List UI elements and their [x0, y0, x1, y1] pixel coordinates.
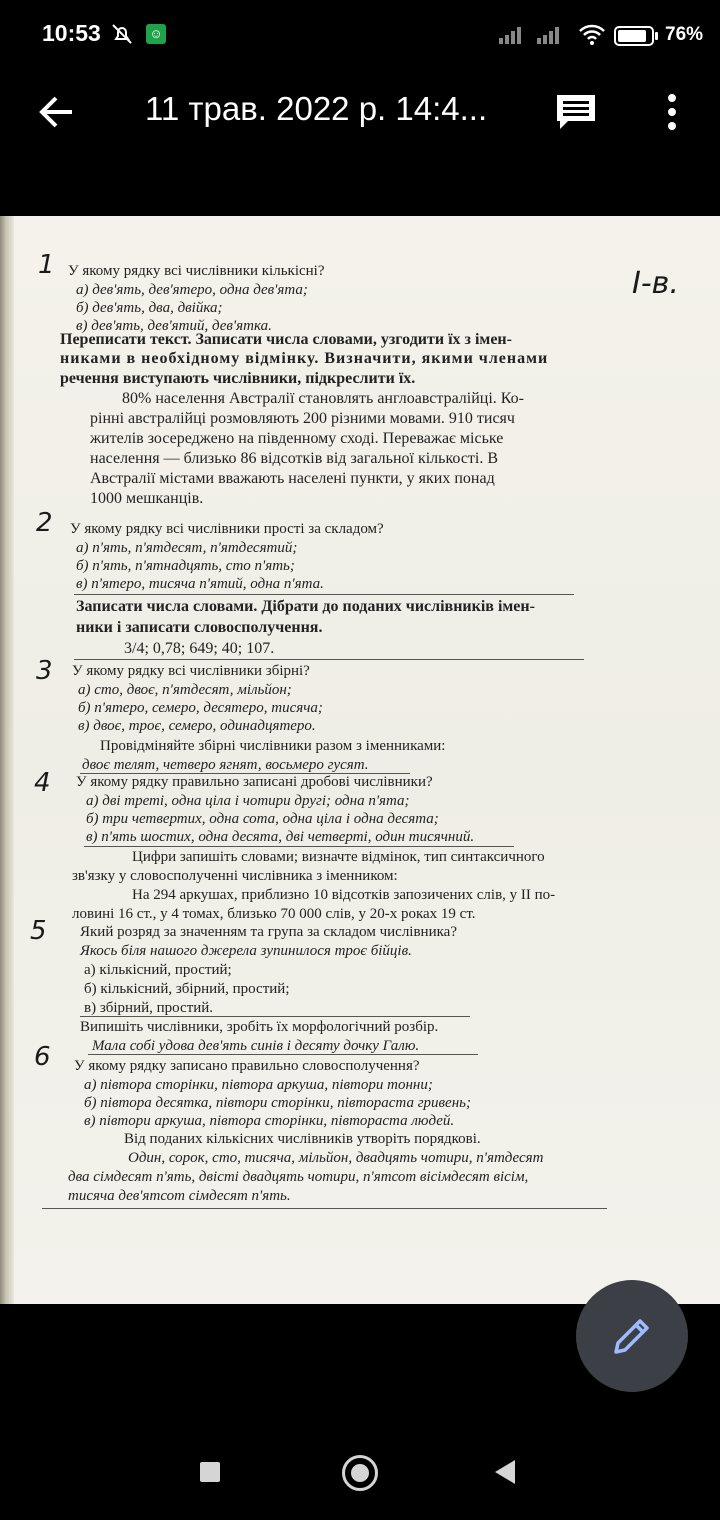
paper-sheet — [14, 216, 720, 1304]
task-4-line-4: ловині 16 ст., у 4 томах, близько 70 000 слів, у 20-х роках 19 ст. — [72, 906, 476, 922]
divider — [84, 846, 514, 847]
system-nav-bar — [0, 1430, 720, 1520]
question-3: У якому рядку всі числівники збірні? — [72, 663, 310, 679]
wifi-icon — [578, 22, 606, 46]
q6-option-b: б) півтора десятка, півтори сторінки, півтораста гривень; — [84, 1095, 471, 1111]
q5-option-c: в) збірний, простий. — [84, 1000, 214, 1016]
task-2-line-2: ники і записати словосполучення. — [76, 619, 323, 636]
divider — [88, 1054, 478, 1055]
q6-option-a: а) півтора сторінки, півтора аркуша, півтори тонни; — [84, 1077, 433, 1093]
question-4: У якому рядку правильно записані дробові числівники? — [76, 774, 433, 790]
edit-button[interactable] — [576, 1280, 688, 1392]
q3-option-a: а) сто, двоє, п'ятдесят, мільйон; — [78, 682, 292, 698]
comment-icon[interactable] — [554, 92, 598, 132]
divider — [74, 594, 574, 595]
q5-option-b: б) кількісний, збірний, простий; — [84, 981, 290, 997]
q3-option-c: в) двоє, троє, семеро, одинадцятеро. — [78, 718, 316, 734]
task-5-line-2: Мала собі удова дев'ять синів і десяту дочку Галю. — [92, 1038, 420, 1054]
task-1-line-3: речення виступають числівники, підкреслити їх. — [60, 370, 416, 387]
text-line-3: жителів зосереджено на південному сході. Переважає міське — [90, 430, 504, 447]
task-4-line-1: Цифри запишіть словами; визначте відмінок, тип синтаксичного — [132, 849, 545, 865]
variant-mark: I-в. — [632, 266, 679, 301]
home-button[interactable] — [342, 1455, 378, 1491]
handwritten-number-5: 5 — [30, 916, 47, 946]
divider — [42, 1208, 607, 1209]
pencil-icon — [608, 1312, 656, 1360]
question-6: У якому рядку записано правильно словосполучення? — [74, 1058, 420, 1074]
handwritten-number-1: 1 — [38, 250, 55, 280]
task-6-line-2: Один, сорок, сто, тисяча, мільйон, двадцять чотири, п'ятдесят — [128, 1150, 544, 1166]
app-notification-icon: ☺ — [146, 24, 166, 44]
handwritten-number-3: 3 — [36, 656, 53, 686]
task-6-line-3: два сімдесят п'ять, двісті двадцять чотири, п'ятсот вісімдесят вісім, — [68, 1169, 529, 1185]
battery-icon — [614, 26, 660, 46]
handwritten-number-6: 6 — [34, 1042, 51, 1072]
q2-option-c: в) п'ятеро, тисяча п'ятий, одна п'ята. — [76, 576, 324, 592]
q1-option-c: в) дев'ять, дев'ятий, дев'ятка. — [76, 318, 272, 334]
recents-button[interactable] — [200, 1462, 220, 1482]
q4-option-a: а) дві треті, одна ціла і чотири другі; одна п'ята; — [86, 793, 410, 809]
q5-sentence: Якось біля нашого джерела зупинилося троє бійців. — [80, 943, 412, 959]
task-3-line-1: Провідміняйте збірні числівники разом з іменниками: — [100, 738, 446, 754]
task-6-line-1: Від поданих кількісних числівників утворіть порядкові. — [124, 1131, 481, 1147]
task-5-line-1: Випишіть числівники, зробіть їх морфологічний розбір. — [80, 1019, 439, 1035]
task-3-line-2: двоє телят, четверо ягнят, восьмеро гусят. — [82, 757, 369, 773]
more-options-icon[interactable] — [662, 92, 682, 132]
question-2: У якому рядку всі числівники прості за складом? — [70, 521, 384, 537]
q3-option-b: б) п'ятеро, семеро, десятеро, тисяча; — [78, 700, 323, 716]
text-line-6: 1000 мешканців. — [90, 490, 204, 507]
page-title: 11 трав. 2022 р. 14:4... — [145, 90, 488, 127]
document-photo[interactable] — [0, 216, 720, 1304]
question-5: Який розряд за значенням та група за складом числівника? — [80, 924, 457, 940]
divider — [80, 1016, 470, 1017]
text-line-1: 80% населення Австралії становлять англоавстралійці. Ко- — [122, 390, 525, 407]
text-line-4: населення — близько 86 відсотків від загальної кількості. В — [90, 450, 499, 467]
system-back-button[interactable] — [495, 1460, 515, 1484]
task-4-line-2: зв'язку у словосполученні числівника з іменником: — [72, 868, 398, 884]
handwritten-number-2: 2 — [36, 508, 53, 538]
status-bar — [0, 0, 720, 70]
mute-bell-icon — [110, 22, 134, 46]
q4-option-c: в) п'ять шостих, одна десята, дві четверті, один тисячний. — [86, 829, 475, 845]
task-2-line-1: Записати числа словами. Дібрати до поданих числівників імен- — [76, 598, 535, 615]
status-time: 10:53 — [42, 20, 101, 46]
signal-icon — [498, 26, 524, 44]
battery-percent: 76% — [665, 24, 704, 45]
question-1: У якому рядку всі числівники кількісні? — [68, 263, 325, 279]
q6-option-c: в) півтори аркуша, півтора сторінки, півтораста людей. — [84, 1113, 455, 1129]
task-4-line-3: На 294 аркушах, приблизно 10 відсотків запозичених слів, у II по- — [132, 887, 556, 903]
task-1-line-2: никами в необхідному відмінку. Визначити, якими членами — [60, 350, 549, 367]
app-bar — [0, 70, 720, 160]
q2-option-a: а) п'ять, п'ятдесят, п'ятдесятий; — [76, 540, 298, 556]
divider — [74, 659, 584, 660]
task-2-numbers: 3/4; 0,78; 649; 40; 107. — [124, 640, 275, 657]
task-1-line-1: Переписати текст. Записати числа словами, узгодити їх з імен- — [60, 331, 512, 348]
text-line-2: рінні австралійці розмовляють 200 різними мовами. 910 тисяч — [90, 410, 515, 427]
q1-option-a: а) дев'ять, дев'ятеро, одна дев'ята; — [76, 282, 308, 298]
q2-option-b: б) п'ять, п'ятнадцять, сто п'ять; — [76, 558, 295, 574]
signal-icon-2 — [536, 26, 562, 44]
text-line-5: Австралії містами вважають населені пункти, у яких понад — [90, 470, 495, 487]
task-6-line-4: тисяча дев'ятсот сімдесят п'ять. — [68, 1188, 291, 1204]
back-arrow-icon[interactable] — [36, 92, 76, 132]
q5-option-a: а) кількісний, простий; — [84, 962, 232, 978]
q1-option-b: б) дев'ять, два, двійка; — [76, 300, 223, 316]
q4-option-b: б) три четвертих, одна сота, одна ціла і одна десята; — [86, 811, 439, 827]
handwritten-number-4: 4 — [34, 768, 51, 798]
